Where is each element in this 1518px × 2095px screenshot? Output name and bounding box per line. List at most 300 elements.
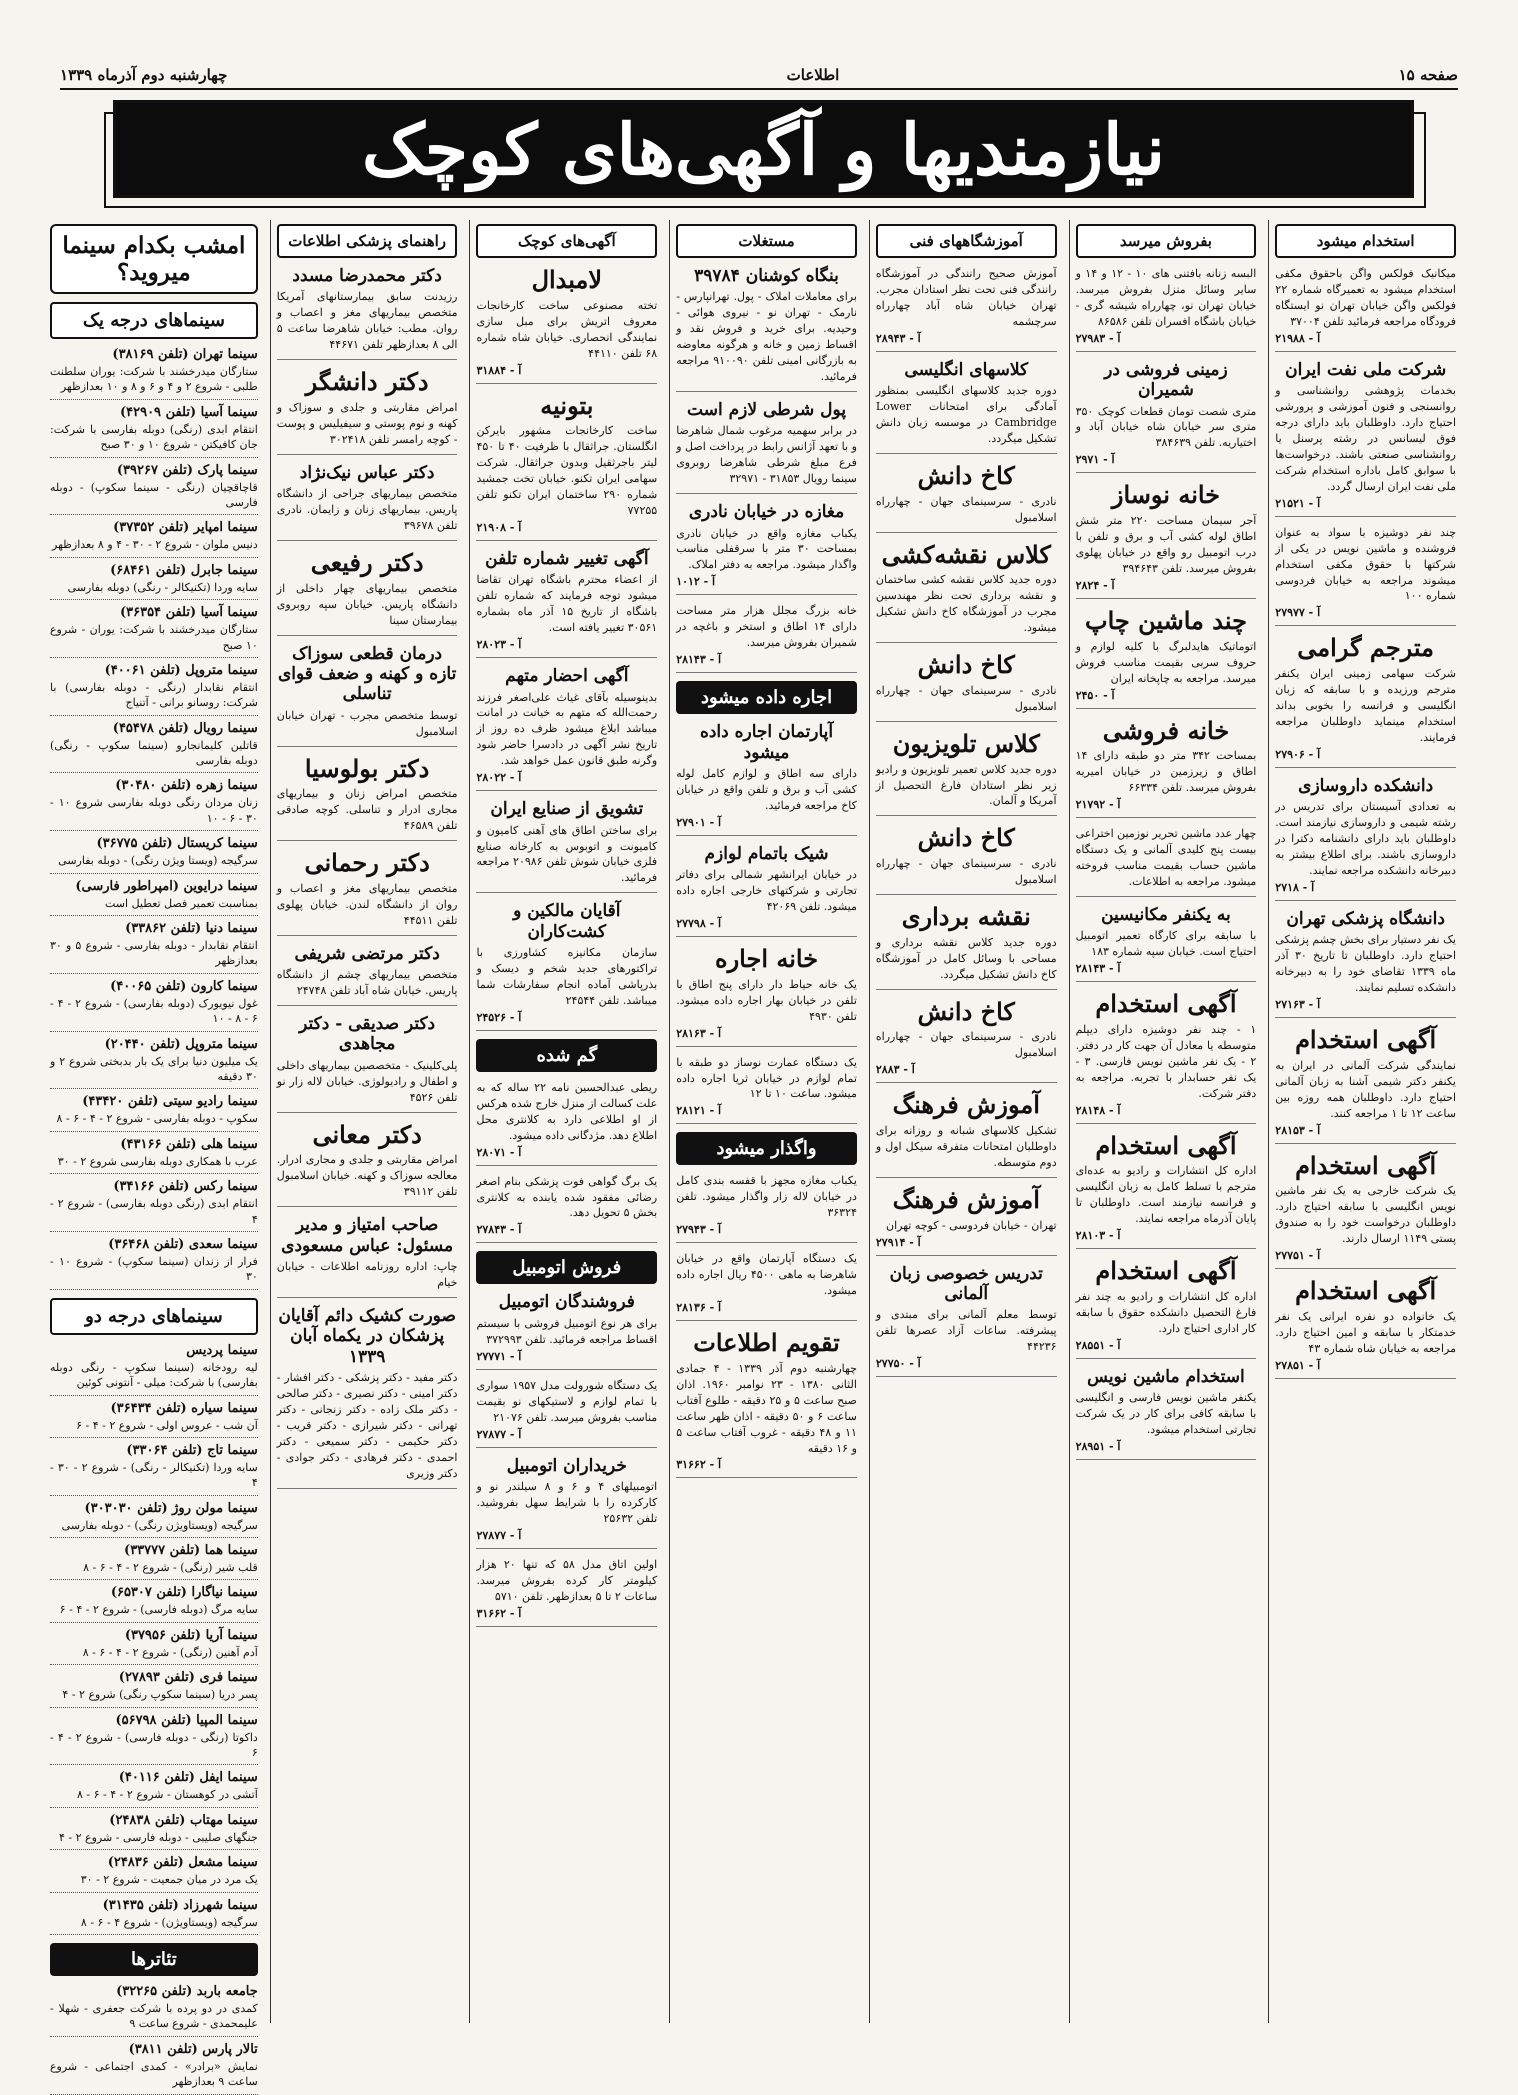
cinema-listing [50, 1585, 258, 1622]
ad-code: آ - ۲۸۰۷۱ [476, 1145, 522, 1159]
ad-code: آ - ۲۸۱۲۱ [676, 1104, 722, 1118]
column-3 [869, 220, 1063, 2023]
page-header [60, 62, 1458, 90]
theaters-label: تئاترها [50, 1943, 258, 1976]
theater-listing [50, 2042, 258, 2095]
classified-ad [476, 1456, 657, 1549]
classified-ad [476, 666, 657, 791]
classified-ad [876, 541, 1057, 644]
cinema-listing [50, 836, 258, 873]
cinema-program: ستارگان میدرخشند با شرکت: یوران - شروع ۱۰ صبح [49, 623, 258, 652]
cinema-name: سینما درایوین (امپراطور فارسی) [75, 878, 258, 894]
ad-text: دکتر مفید - دکتر پزشکی - دکتر افشار - دکتر امینی - دکتر نصیری - دکتر صالحی - دکتر ملک زاده - دکتر زنجانی - دکتر تهرانی - دکتر شیرازی - دکتر قریب - دکتر حکیمی - دکتر سمیعی - دکتر احمدی - دکتر فرهادی - دکتر جوادی - دکتر وزیری [276, 1371, 458, 1480]
ad-text: چهارشنبه دوم آذر ۱۳۳۹ - ۴ جمادی الثانی ۱۳۸۰ - ۲۳ نوامبر ۱۹۶۰. اذان صبح ساعت ۵ و ۲۵ دقیقه - طلوع آفتاب ساعت ۶ و ۵۰ دقیقه - اذان ظهر ساعت ۱۱ و ۴۸ دقیقه - غروب آفتاب ساعت ۵ و ۱۶ دقیقه [676, 1361, 857, 1455]
cinema-heading: امشب بکدام سینما میروید؟ [50, 224, 258, 294]
ad-title: آپارتمان اجاره داده میشود [699, 722, 834, 763]
classified-ad [277, 1306, 458, 1489]
ad-title: دکتر صدیقی - دکتر مجاهدی [299, 1014, 436, 1055]
paper-name: اطلاعات [786, 66, 840, 84]
classified-ad [476, 1174, 657, 1244]
classified-ad [277, 849, 458, 936]
columns [44, 220, 1462, 2089]
cinema-name: سینما رادیو سیتی (تلفن ۴۳۴۲۰) [82, 1094, 258, 1110]
classified-ad [277, 944, 458, 1006]
cinema-listing [50, 405, 258, 458]
ad-code: آ - ۲۸۱۰۳ [1075, 1229, 1121, 1243]
ad-text: نادری - سرسینمای جهان - چهارراه اسلامبول [875, 1030, 1057, 1060]
classified-ad [1275, 634, 1456, 767]
cinema-program: آن شب - عروس اولی - شروع ۲ - ۴ - ۶ [76, 1418, 258, 1432]
ad-title: دکتر رفیعی [310, 547, 424, 577]
classified-ad [476, 901, 657, 1031]
ad-title: دانشگاه پزشکی تهران [1286, 908, 1445, 929]
ad-text: یک خانه حیاط دار دارای پنج اطاق با تلفن در خیابان بهار اجاره داده میشود. تلفن ۴۹۳۰ [676, 977, 857, 1023]
first-class-label: سینماهای درجه یک [50, 302, 258, 339]
ad-text: یکباب مغازه واقع در خیابان نادری بمساحت ۳۰ متر با سرقفلی مناسب واگذار میشود. مراجعه به دفتر املاک. [676, 526, 857, 572]
classifieds-banner: نیازمندیها و آگهی‌های کوچک [113, 100, 1414, 198]
ad-title: به یکنفر مکانیسین [1101, 904, 1231, 925]
cinema-name: سینما مولن روژ (تلفن ۳۰۳۰۳۰) [84, 1500, 258, 1516]
column-heading: آگهی‌های کوچک [476, 224, 657, 258]
cinema-program: فرار از زندان (سینما سکوپ) - شروع ۱۰ - ۳۰ [49, 1254, 258, 1284]
issue-date: چهارشنبه دوم آذرماه ۱۳۳۹ [60, 66, 228, 84]
ad-title: صورت کشیک دائم آقایان پزشکان در یکماه آبان ۱۳۳۹ [278, 1305, 456, 1367]
theater-program: نمایش «برادر» - کمدی اجتماعی - شروع ساعت ۹ بعدازظهر [49, 2059, 258, 2089]
ad-text: یک خانواده دو نفره ایرانی یک نفر خدمتکار با سابقه و امین احتیاج دارد. مراجعه به خیابان شاه شماره ۴۳ [1275, 1309, 1456, 1355]
ad-text: بخدمات پژوهشی روانشناسی و روانسنجی و فنون آموزشی و پرورشی احتیاج دارد. داوطلبان باید دارای درجه فوق لیسانس در رشته پرسنل یا روانشناسی صنعتی باشند. درخواست‌ها با سوابق کامل باداره استخدام شرکت ملی نفت ایران ارسال گردد. [1275, 384, 1456, 493]
ad-code: آ - ۲۹۷۱ [1075, 453, 1115, 467]
classified-ad [876, 1186, 1057, 1256]
ad-text: برای ساختن اطاق های آهنی کامیون و کامیونت و اتوبوس به کارخانه صنایع فلزی خیابان شوش تلفن ۲۰۹۸۶ مراجعه فرمائید. [476, 823, 658, 885]
ad-title: کاخ دانش [917, 823, 1015, 853]
cinema-program: ستارگان میدرخشند با شرکت: یوران سلطنت طلبی - شروع ۲ و ۴ و ۶ و ۸ و ۱۰ بعدازظهر [49, 365, 258, 394]
classified-ad [277, 1014, 458, 1113]
column-heading: راهنمای پزشکی اطلاعات [277, 224, 458, 258]
classified-ad [476, 549, 657, 658]
ad-code: آ - ۲۴۵۰ [1075, 688, 1115, 702]
ad-code: آ - ۲۱۹۸۸ [1275, 331, 1321, 345]
ad-title: تشویق از صنایع ایران [490, 799, 644, 820]
classified-ad [277, 266, 458, 360]
ad-code: آ - ۲۷۹۰۶ [1275, 747, 1321, 761]
ad-code: آ - ۲۷۷۵۱ [1275, 1249, 1321, 1263]
ad-text: یک شرکت خارجی به یک نفر ماشین نویس انگلیسی با سابقه احتیاج دارد. داوطلبان درخواست خود را به صندوق پستی ۱۱۴۹ ارسال دارند. [1275, 1184, 1456, 1246]
ad-title: آگهی استخدام [1095, 1256, 1237, 1286]
classified-ad [1275, 1152, 1456, 1270]
classified-ad [1275, 1026, 1456, 1144]
cinema-program: غول نیویورک (دوبله بفارسی) - شروع ۲ - ۴ - ۶ - ۸ - ۱۰ [49, 996, 258, 1026]
cinema-name: سینما ایفل (تلفن ۴۰۱۱۶) [118, 1770, 258, 1786]
classified-ad [1076, 990, 1257, 1123]
classified-ad [676, 1055, 857, 1125]
ad-code: آ - ۲۱۹۰۸ [476, 520, 522, 534]
ad-text: اداره کل انتشارات و رادیو به عده‌ای مترجم با تسلط کامل به زبان انگلیسی و فرانسه نیازمند است. داوطلبان تا پایان آذرماه مراجعه نمایند. [1075, 1164, 1257, 1226]
classified-ad [876, 360, 1057, 454]
classified-ad [676, 945, 857, 1047]
cinema-program: پسر دریا (سینما سکوپ رنگی) شروع ۲ - ۴ [62, 1688, 258, 1702]
ad-code: آ - ۲۸۹۵۱ [1075, 1439, 1121, 1453]
ad-text: یک برگ گواهی فوت پزشکی بنام اصغر رضائی مفقود شده یابنده به کلانتری بخش ۵ تحویل دهد. [476, 1174, 658, 1220]
cinema-listing [50, 778, 258, 831]
cinema-program: دنیس ملوان - شروع ۲ - ۳۰ - ۴ و ۸ بعدازظهر [52, 538, 258, 552]
ad-title: تقویم اطلاعات [693, 1328, 840, 1358]
classified-ad [476, 1557, 657, 1627]
ad-text: تهران - خیابان فردوسی - کوچه تهران [886, 1218, 1057, 1232]
cinema-name: سینما مهتاب (تلفن ۲۴۸۳۸) [109, 1812, 258, 1828]
ad-title: کاخ دانش [917, 650, 1015, 680]
classified-ad [876, 1264, 1057, 1378]
cinema-name: سینما المپیا (تلفن ۵۶۷۹۸) [115, 1712, 258, 1728]
ad-title: لامبدال [531, 265, 603, 294]
cinema-listing [50, 1037, 258, 1090]
ad-code: آ - ۲۷۱۶۳ [1275, 998, 1321, 1012]
ad-code: آ - ۲۸۰۲۲ [476, 771, 522, 785]
ad-code: آ - ۲۷۹۷۷ [1275, 606, 1321, 620]
cinema-listing [50, 1137, 258, 1174]
ad-text: متری شصت تومان قطعات کوچک ۳۵۰ متری سر خیابان شاه خیابان آباد و اختیاریه. تلفن ۳۸۴۶۳۹ [1075, 404, 1257, 450]
ad-title: دکتر بولوسیا [304, 753, 430, 783]
ad-text: متخصص بیماریهای چهار داخلی از دانشگاه پاریس. خیابان سپه روبروی بیمارستان سینا [276, 581, 458, 627]
cinema-name: سینما متروپل (تلفن ۲۰۴۴۰) [104, 1036, 258, 1052]
ad-title: آگهی احضار متهم [505, 666, 629, 687]
ad-text: یکنفر ماشین نویس فارسی و انگلیسی با سابقه کافی برای کار در یک شرکت تجارتی استخدام میشود. [1075, 1391, 1257, 1437]
ad-title: تدریس خصوصی زبان آلمانی [889, 1263, 1043, 1305]
ad-text: در برابر سهمیه مرغوب شمال شاهرضا و با تعهد آژانس رابط در پرداخت اصل و فرع مبلغ شرطی شاهرضا روبروی سینما رویال ۳۱۸۵۳ - ۳۲۹۷۱ [676, 424, 857, 486]
page-number: صفحه ۱۵ [1398, 66, 1458, 84]
cinema-name: سینما سعدی (تلفن ۳۶۴۶۸) [108, 1236, 258, 1252]
cinema-listing [50, 1401, 258, 1438]
section-label: فروش اتومبیل [476, 1251, 657, 1284]
ad-code: آ - ۳۱۸۸۴ [476, 363, 522, 377]
ad-text: یک دستگاه عمارت نوساز دو طبقه با تمام لوازم در خیابان ثریا اجاره داده میشود. ساعت ۱۰ تا ۱۲ [676, 1055, 857, 1101]
ad-title: درمان قطعی سوزاک تازه و کهنه و ضعف قوای تناسلی [277, 643, 457, 705]
ad-title: آگهی استخدام [1095, 989, 1237, 1019]
classified-ad [476, 392, 657, 541]
cinema-name: سینما جابرل (تلفن ۶۸۴۶۱) [110, 562, 258, 578]
ad-text: نمایندگی شرکت آلمانی در ایران به یکنفر دکتر شیمی آشنا به زبان آلمانی احتیاج دارد. داوطلبان همه روزه بین ساعت ۱۲ تا ۱ مراجعه کنند. [1275, 1058, 1456, 1120]
ad-title: آگهی استخدام [1295, 1276, 1437, 1306]
cinema-program: آدم آهنین (رنگی) - شروع ۲ - ۴ - ۶ - ۸ [82, 1645, 258, 1659]
cinema-name: سینما هما (تلفن ۳۳۷۷۷) [124, 1543, 258, 1559]
ad-title: آگهی تغییر شماره تلفن [485, 548, 649, 569]
ad-code: آ - ۲۷۸۷۷ [476, 1528, 522, 1542]
ad-code: آ - ۲۸۲۴ [1075, 578, 1115, 592]
cinema-name: سینما امپایر (تلفن ۳۷۳۵۲) [113, 520, 258, 536]
ad-text: آجر سیمان مساحت ۲۲۰ متر شش اطاق لوله کشی آب و برق و تلفن با درب اتومبیل رو واقع در خیابان پهلوی بفروش میرسد. تلفن ۳۹۴۶۴۳ [1075, 514, 1257, 575]
ad-text: البسه زنانه بافتنی های ۱۰ - ۱۲ و ۱۴ و سایر وسائل منزل بفروش میرسد. خیابان تهران نو، چهارراه شیشه گری - خیابان باشگاه افسران تلفن ۸۶۵۸۶ [1075, 267, 1257, 328]
cinema-listing [50, 1855, 258, 1892]
cinema-program: سکوپ - دوبله بفارسی - شروع ۲ - ۴ - ۶ - ۸ [56, 1112, 258, 1126]
ad-title: خانه اجاره [715, 943, 819, 973]
cinema-listing [50, 347, 258, 400]
ad-title: کاخ دانش [917, 996, 1015, 1026]
ad-title: مغازه در خیابان نادری [688, 502, 845, 523]
section-label: گم شده [476, 1039, 657, 1072]
cinema-listing [50, 563, 258, 600]
ad-title: استخدام ماشین نویس [1087, 1366, 1245, 1387]
classified-ad [1076, 360, 1257, 474]
classified-ad [476, 266, 657, 384]
classified-ad [876, 824, 1057, 895]
cinema-listing [50, 520, 258, 557]
ad-code: آ - ۲۸۱۵۳ [1275, 1123, 1321, 1137]
classified-ad [277, 755, 458, 842]
cinema-program: سرگیجه (ویستا ویژن رنگی) - دوبله بفارسی [58, 854, 258, 868]
section-label: واگذار میشود [676, 1132, 857, 1165]
classified-ad [876, 1091, 1057, 1178]
ad-code: آ - ۳۱۶۶۲ [476, 1606, 522, 1620]
classified-ad [1076, 266, 1257, 352]
classified-ad [1275, 266, 1456, 352]
column-1 [1268, 220, 1462, 2023]
ad-title: خانه نوساز [1111, 480, 1221, 510]
ad-title: آگهی استخدام [1095, 1130, 1237, 1160]
ad-title: بتونیه [540, 390, 594, 420]
cinema-name: سینما سیاره (تلفن ۳۶۴۳۴) [110, 1400, 258, 1416]
cinema-program: سایه وردا (تکنیکالر - رنگی) - شروع ۲ - ۳۰ - ۴ [49, 1460, 258, 1490]
ad-code: آ - ۲۷۷۵۰ [875, 1357, 921, 1371]
cinema-program: عرب با همکاری دوبله بفارسی شروع ۲ - ۳۰ [57, 1154, 258, 1168]
cinema-listing [50, 1501, 258, 1538]
ad-code: آ - ۲۸۱۳۶ [676, 1301, 722, 1315]
cinema-name: سینما هلی (تلفن ۴۳۱۶۶) [120, 1136, 258, 1152]
column-heading: آموزشگاههای فنی [876, 224, 1057, 258]
cinema-name: سینما آسیا (تلفن ۳۶۳۵۴) [119, 605, 258, 621]
ad-text: دوره جدید کلاسهای انگلیسی بمنظور آمادگی برای امتحانات Lower Cambridge در موسسه زبان دانش تشکیل میگردد. [875, 384, 1057, 445]
classified-ad [876, 903, 1057, 990]
ad-text: با سابقه برای کارگاه تعمیر اتومبیل احتیاج است. خیابان سپه شماره ۱۸۳ [1075, 929, 1257, 959]
cinema-program: قاتلین کلیمانجارو (سینما سکوپ - رنگی) دوبله بفارسی [49, 738, 258, 768]
ad-text: متخصص بیماریهای مغز و اعصاب و روان از دانشگاه لندن. خیابان پهلوی تلفن ۴۴۵۱۱ [276, 882, 458, 927]
cinema-program: یک میلیون دنیا برای یک بار بدبختی شروع ۲ و ۳۰ دقیقه [49, 1054, 258, 1083]
classified-ad [876, 266, 1057, 352]
column-6 [270, 220, 464, 2023]
ad-code: آ - ۲۷۹۸۳ [1075, 331, 1121, 345]
ad-text: متخصص بیماریهای چشم از دانشگاه پاریس. خیابان شاه آباد تلفن ۲۴۷۴۸ [276, 968, 458, 998]
classified-ad [676, 400, 857, 494]
classified-ad [1076, 481, 1257, 599]
classified-ad [277, 644, 458, 747]
ad-text: دوره جدید کلاس نقشه برداری و مساحی با وسائل کامل در آموزشگاه کاخ دانش تشکیل میگردد. [875, 935, 1057, 981]
cinema-listing [50, 1443, 258, 1496]
ad-text: به تعدادی آسیستان برای تدریس در رشته شیمی و داروسازی نیازمند است. داوطلبان باید دارای دانشنامه دکترا در داروسازی باشند. برای اطلاع بیشتر به دبیرخانه دانشکده مراجعه نمایند. [1275, 800, 1456, 878]
ad-title: دکتر عباس نیک‌نژاد [299, 462, 435, 483]
cinema-column [44, 220, 264, 2089]
cinema-name: سینما پارک (تلفن ۳۹۲۶۷) [116, 462, 258, 478]
second-class-label: سینماهای درجه دو [50, 1298, 258, 1335]
classified-ad [676, 844, 857, 937]
cinema-name: سینما آسیا (تلفن ۴۲۹۰۹) [119, 404, 258, 420]
ad-code: آ - ۲۷۹۴۳ [676, 1223, 722, 1237]
cinema-name: سینما کارون (تلفن ۴۰۰۶۵) [110, 978, 258, 994]
ad-text: متخصص بیماریهای جراحی از دانشگاه پاریس. بیماریهای زنان و زایمان. نادری تلفن ۳۹۶۷۸ [276, 487, 458, 533]
ad-text: پلی‌کلینیک - متخصصین بیماریهای داخلی و اطفال و رادیولوژی. خیابان لاله زار نو تلفن ۴۵۲۶ [276, 1058, 458, 1104]
cinema-program: انتقام نقابدار (رنگی - دوبله بفارسی) با شرکت: روسانو برانی - آتنیاج [49, 680, 258, 710]
ad-code: آ - ۲۷۹۱۴ [875, 1235, 921, 1249]
ad-text: یک دستگاه آپارتمان واقع در خیابان شاهرضا به ماهی ۴۵۰۰ ریال اجاره داده میشود. [676, 1252, 857, 1298]
ad-text: چاپ: اداره روزنامه اطلاعات - خیابان خیام [276, 1260, 458, 1290]
theater-program: کمدی در دو پرده با شرکت جعفری - شهلا - علیمحمدی - شروع ساعت ۹ [49, 2001, 258, 2031]
classified-ad [277, 1215, 458, 1298]
ad-text: بمساحت ۳۴۲ متر دو طبقه دارای ۱۴ اطاق و زیرزمین در خیابان امیریه بفروش میرسد. تلفن ۶۶۳۳۴ [1075, 749, 1257, 795]
ad-title: کلاس نقشه‌کشی [881, 539, 1051, 569]
classified-ad [676, 1329, 857, 1478]
ad-text: نادری - سرسینمای جهان - چهارراه اسلامبول [875, 494, 1057, 524]
column-heading: استخدام میشود [1275, 224, 1456, 258]
cinema-listing [50, 1543, 258, 1580]
classified-ad [676, 266, 857, 392]
classified-ad [676, 1251, 857, 1321]
classified-ad [676, 502, 857, 595]
cinema-listing [50, 1343, 258, 1396]
classified-ad [1076, 826, 1257, 897]
cinema-listing [50, 879, 258, 916]
cinema-name: سینما فری (تلفن ۲۷۸۹۳) [118, 1670, 258, 1686]
cinema-listing [50, 1628, 258, 1665]
cinema-program: جنگهای صلیبی - دوبله فارسی - شروع ۲ - ۴ [59, 1830, 258, 1844]
theater-name: تالار پارس (تلفن ۳۸۱۱) [128, 2041, 258, 2057]
ad-code: آ - ۱۰۱۲ [676, 575, 716, 589]
ad-text: رزیدنت سابق بیمارستانهای آمریکا متخصص بیماریهای مغز و اعصاب و روان. مطب: خیابان شاهرضا ساعت ۵ الی ۸ بعدازظهر تلفن ۴۴۶۷۱ [276, 290, 458, 352]
ad-text: تخته مصنوعی ساخت کارخانجات معروف اتریش برای مبل سازی نمایندگی انحصاری. خیابان شاه شماره ۶۸ تلفن ۴۴۱۱۰ [476, 298, 658, 360]
ad-title: آموزش فرهنگ [892, 1090, 1040, 1120]
theater-name: جامعه باربد (تلفن ۳۲۲۶۵) [116, 1983, 258, 1999]
cinema-listing [50, 1670, 258, 1707]
cinema-program: سرگیجه (ویستاویژن رنگی) - دوبله بفارسی [61, 1518, 258, 1532]
ad-title: بنگاه کوشنان ۳۹۷۸۴ [694, 266, 839, 286]
classified-ad [1076, 607, 1257, 709]
ad-text: در خیابان ایرانشهر شمالی برای دفاتر تجارتی و شرکتهای خارجی اجاره داده میشود. تلفن ۴۲۰۶۹ [676, 868, 857, 914]
cinema-program: انتقام ابدی (رنگی) دوبله بفارسی با شرکت: جان کافیکتن - شروع ۱۰ و ۳۰ صبح [49, 422, 258, 452]
ad-text: تشکیل کلاسهای شبانه و روزانه برای داوطلبان امتحانات متفرقه سیکل اول و دوم متوسطه. [875, 1124, 1057, 1170]
ad-text: ۱ - چند نفر دوشیزه دارای دیپلم متوسطه یا معادل آن جهت کار در دفتر. ۲ - یک نفر ماشین نویس فارسی. ۳ - یک نفر حسابدار با تجربه. مراجعه به دفتر شرکت. [1075, 1022, 1257, 1100]
ad-text: امراض مقاربتی و جلدی و سوزاک و کهنه و نوم پوستی و سیفیلیس و پوست - کوچه رامسر تلفن ۳۰۲۴۱۸ [276, 400, 458, 446]
classified-ad [1275, 360, 1456, 517]
ad-title: فروشندگان اتومبیل [498, 1292, 635, 1313]
classified-ad [876, 462, 1057, 533]
ad-title: خریداران اتومبیل [506, 1455, 627, 1476]
ad-title: دکتر دانشگر [305, 367, 429, 397]
classified-ad [277, 368, 458, 455]
cinema-name: سینما مشعل (تلفن ۲۴۸۳۶) [107, 1855, 258, 1871]
ad-code: آ - ۲۸۱۴۳ [1075, 962, 1121, 976]
ad-title: نقشه برداری [901, 902, 1031, 932]
ad-text: یک دستگاه شورولت مدل ۱۹۵۷ سواری با تمام لوازم و لاستیکهای نو بقیمت مناسب بفروش میرسد. تلفن ۲۱۰۷۶ [476, 1378, 658, 1424]
cinema-program: داکوتا (رنگی - دوبله فارسی) - شروع ۲ - ۴ - ۶ [49, 1730, 258, 1760]
classified-ad [476, 1080, 657, 1166]
ad-code: آ - ۲۷۸۴۳ [476, 1223, 522, 1237]
cinema-name: سینما پردیس [186, 1342, 258, 1358]
ad-text: چند نفر دوشیزه با سواد به عنوان فروشنده و ماشین نویس در یکی از شرکتها با حقوق مکفی استخدام میشوند مراجعه به خیابان فردوسی شماره ۱۰۰ [1275, 525, 1456, 603]
ad-title: آقایان مالکین و کشت‌کاران [513, 901, 621, 942]
ad-title: آگهی استخدام [1295, 1150, 1437, 1180]
cinema-listing [50, 663, 258, 716]
ad-text: شرکت سهامی زمینی ایران یکنفر مترجم ورزیده و با سابقه که زبان انگلیسی و فرانسه را بخوبی بداند استخدام مینماید داوطلبان مراجعه فرمایند. [1275, 667, 1456, 744]
classified-ad [676, 1173, 857, 1243]
ad-code: آ - ۲۱۷۹۲ [1075, 798, 1121, 812]
classified-ad [1275, 776, 1456, 901]
ad-code: آ - ۲۸۱۶۳ [676, 1026, 722, 1040]
cinema-listing [50, 1179, 258, 1232]
classified-ad [876, 998, 1057, 1084]
cinema-listing [50, 1898, 258, 1935]
cinema-listing [50, 463, 258, 516]
ad-title: دکتر مرتضی شریفی [294, 943, 440, 964]
classified-ad [277, 1121, 458, 1208]
ad-text: متخصص امراض زنان و بیماریهای مجاری ادرار و تناسلی. کوچه صادقی تلفن ۴۶۵۸۹ [276, 787, 458, 833]
cinema-program: سرگیجه (ویستاویژن) - شروع ۴ - ۶ - ۸ [80, 1915, 258, 1929]
cinema-program: آتشی در کوهستان - شروع ۲ - ۴ - ۶ - ۸ [76, 1788, 258, 1802]
ad-code: آ - ۲۷۸۷۷ [476, 1427, 522, 1441]
cinema-name: سینما متروپل (تلفن ۴۰۰۶۱) [104, 662, 258, 678]
classified-ad [676, 603, 857, 673]
ad-title: شیک باتمام لوازم [704, 843, 829, 864]
classified-ad [1076, 717, 1257, 819]
ad-code: آ - ۲۷۱۸ [1275, 880, 1315, 894]
cinema-program: بمناسبت تعمیر فصل تعطیل است [105, 896, 258, 910]
ad-text: توسط معلم آلمانی برای مبتدی و پیشرفته. ساعات آزاد عصرها تلفن ۴۴۲۳۶ [875, 1308, 1057, 1354]
ad-code: آ - ۲۸۱۴۸ [1075, 1103, 1121, 1117]
classified-ad [1275, 525, 1456, 627]
cinema-listing [50, 1237, 258, 1290]
classified-ad [1275, 909, 1456, 1018]
classified-ad [876, 651, 1057, 722]
ad-title: کلاسهای انگلیسی [904, 359, 1029, 380]
classified-ad [1076, 905, 1257, 982]
ad-code: آ - ۲۷۸۵۱ [1275, 1358, 1321, 1372]
theater-listing [50, 1984, 258, 2037]
cinema-listing [50, 979, 258, 1032]
ad-text: بدینوسیله بآقای غیاث علی‌اصغر فرزند رحمت‌الله که متهم به خیانت در امانت میباشد ابلاغ میشود ظرف ده روز از تاریخ نشر آگهی در دادسرا حاضر شود وگرنه طبق قانون عمل خواهد شد. [476, 690, 658, 768]
classified-ad [1076, 1367, 1257, 1460]
classified-ad [277, 463, 458, 541]
cinema-name: سینما شهرزاد (تلفن ۳۱۴۳۵) [102, 1897, 258, 1913]
cinema-name: سینما تاج (تلفن ۳۳۰۶۴) [126, 1442, 258, 1458]
cinema-program: سایه وردا (تکنیکالر - رنگی) دوبله بفارسی [67, 580, 258, 594]
cinema-name: سینما نیاگارا (تلفن ۶۵۳۰۷) [110, 1585, 258, 1601]
ad-text: اتومبیلهای ۴ و ۶ و ۸ سیلندر نو و کارکرده را با شرایط سهل بفروشید. تلفن ۲۵۶۳۲ [476, 1479, 658, 1525]
section-label: اجاره داده میشود [676, 681, 857, 714]
classified-ad [476, 1292, 657, 1369]
cinema-name: سینما دنیا (تلفن ۳۳۸۶۲) [125, 921, 258, 937]
ad-text: یکباب مغازه مجهز با قفسه بندی کامل در خیابان لاله زار واگذار میشود. تلفن ۳۶۳۲۴ [676, 1174, 857, 1220]
ad-text: اداره کل انتشارات و رادیو به چند نفر فارغ التحصیل دانشکده حقوق با سابقه کار اداری احتیاج دارد. [1075, 1289, 1257, 1335]
cinema-program: انتقام نقابدار - دوبله بفارسی - شروع ۵ و ۳۰ بعدازظهر [49, 939, 258, 968]
cinema-listing [50, 605, 258, 658]
ad-code: آ - ۲۷۹۰۱ [676, 815, 722, 829]
ad-title: دانشکده داروسازی [1298, 775, 1434, 796]
cinema-program: سایه مرگ (دوبله فارسی) - شروع ۲ - ۴ - ۶ [59, 1603, 258, 1617]
ad-title: خانه فروشی [1102, 715, 1230, 745]
cinema-program: زنان مردان رنگی دوبله بفارسی شروع ۱۰ - ۳۰ - ۶ - ۱۰ [49, 796, 258, 825]
ad-text: میکانیک فولکس واگن باحقوق مکفی استخدام میشود به تعمیرگاه شماره ۲۲ فولکس واگن خیابان تهران نو ایستگاه فرودگاه مراجعه فرمائید تلفن ۳۷۰۰۴ [1275, 267, 1456, 328]
ad-text: چهار عدد ماشین تحریر نوزمین اختراعی بیست پنج کلیدی آلمانی و یک دستگاه ماشین حساب بقیمت مناسب فروخته میشود. مراجعه به اطلاعات. [1075, 827, 1257, 888]
ad-text: اولین اتاق مدل ۵۸ که تنها ۲۰ هزار کیلومتر کار کرده بفروش میرسد. ساعات ۲ تا ۵ بعدازظهر. تلفن ۵۷۱۰ [476, 1557, 658, 1603]
cinema-program: لیه رودخانه (سینما سکوپ - رنگی دوبله بفارسی) با شرکت: میلی - آنتونی کوئین [49, 1360, 258, 1390]
classified-ad [277, 549, 458, 636]
classified-ad [676, 722, 857, 836]
column-heading: مستغلات [676, 224, 857, 258]
ad-title: چند ماشین چاپ [1084, 605, 1247, 635]
ad-title: مترجم گرامی [1297, 633, 1434, 663]
cinema-program: انتقام ابدی (رنگی دوبله بفارسی) - شروع ۲ - ۴ [49, 1197, 258, 1226]
cinema-name: سینما آریا (تلفن ۳۷۹۵۶) [124, 1627, 258, 1643]
ad-text: از اعضاء محترم باشگاه تهران تقاضا میشود توجه فرمایند که شماره تلفن باشگاه از تاریخ ۱۵ آذر ماه بشماره ۳۰۵۶۱ تغییر یافته است. [476, 573, 658, 635]
column-2 [1069, 220, 1263, 2023]
ad-code: آ - ۲۸۰۲۳ [476, 638, 522, 652]
ad-text: برای معاملات املاک - پول. تهرانپارس - نارمک - تهران نو - نیروی هوائی - وحیدیه. برای خرید و فروش نقد و اقساط زمین و خانه و هرگونه معاوضه به بازرگانی امینی تلفن ۹۱۰۰۹۰ مراجعه فرمائید. [676, 290, 857, 384]
ad-text: توسط متخصص مجرب - تهران خیابان اسلامبول [276, 708, 458, 738]
